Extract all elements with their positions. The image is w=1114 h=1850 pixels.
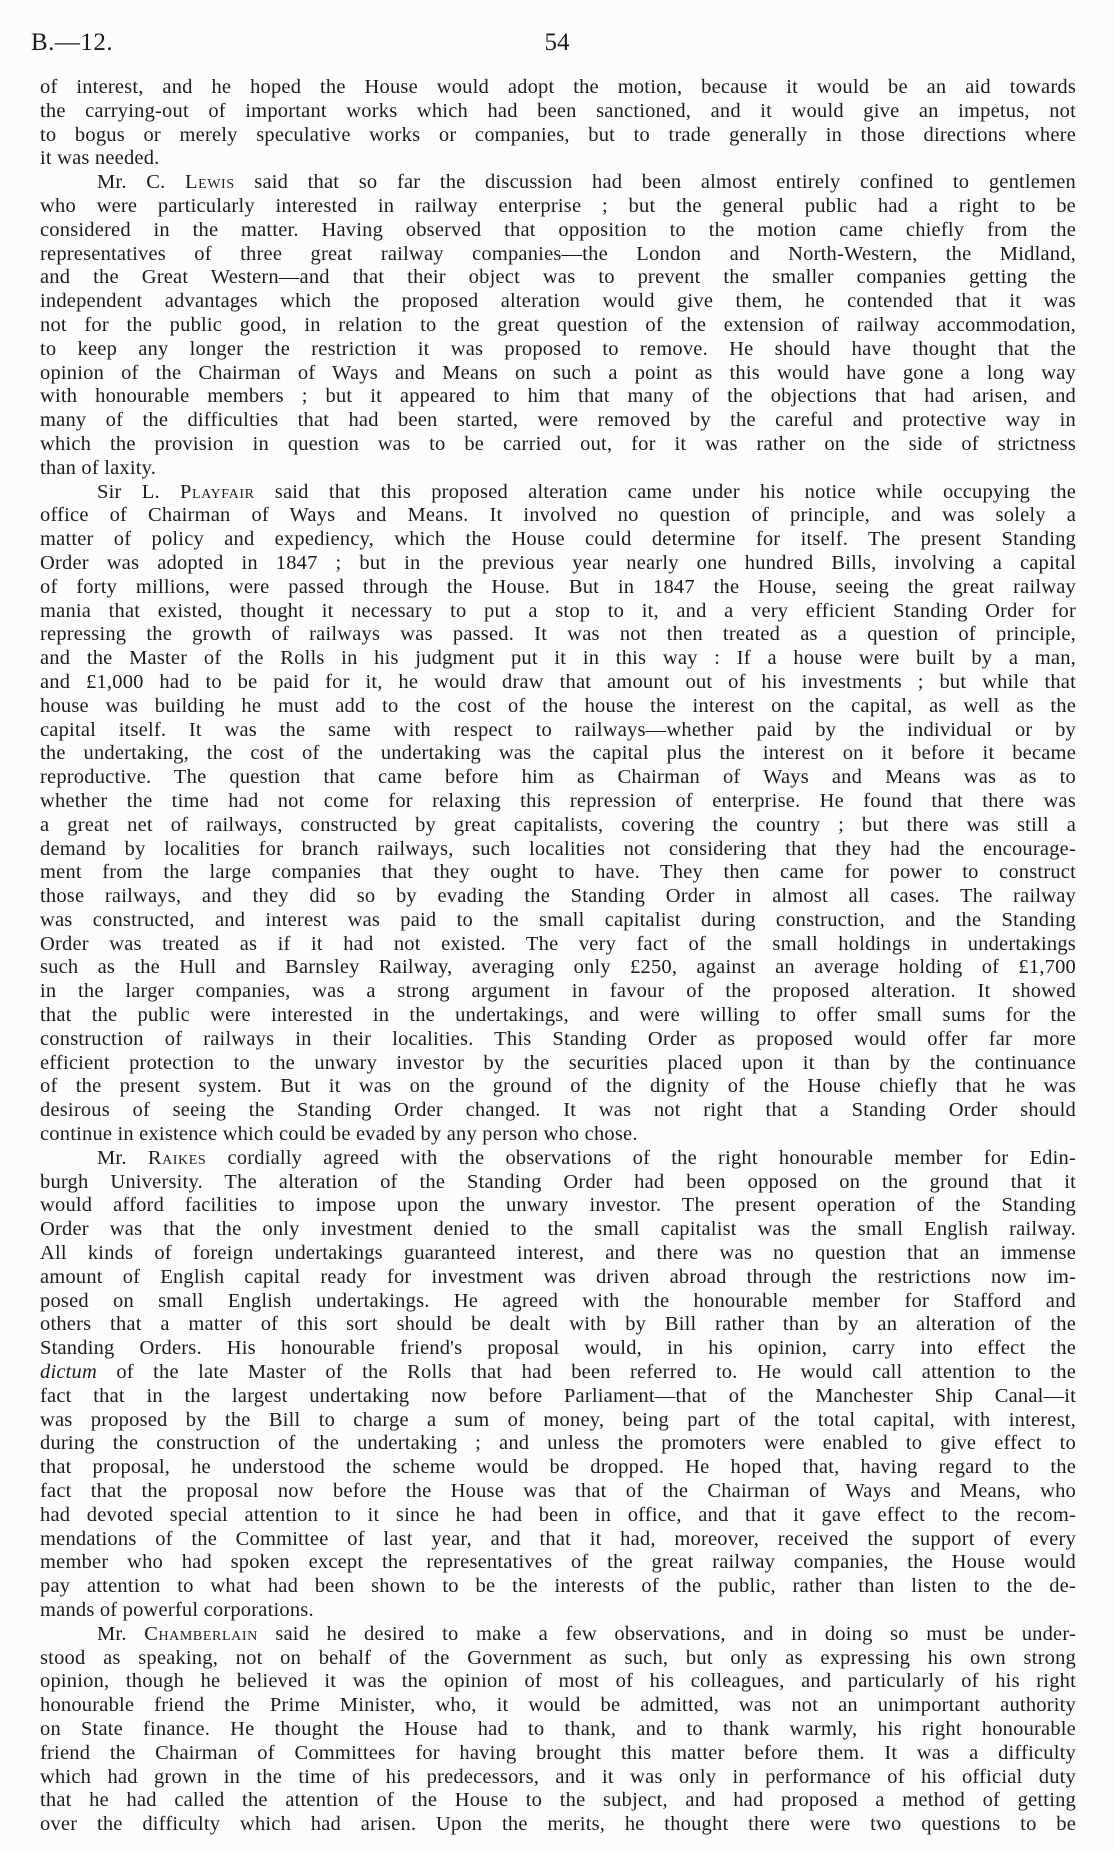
page-number: 54: [544, 29, 570, 56]
text-line: Standing Orders. His honourable friend's proposal would, in his opinion, carry into effect the: [40, 1337, 1076, 1360]
text-line: those railways, and they did so by evading the Standing Order in almost all cases. The railway: [40, 885, 1076, 908]
speaker-name: Lewis: [184, 171, 235, 194]
text-line: office of Chairman of Ways and Means. It involved no question of principle, and was solely a: [40, 504, 1076, 527]
text-line: honourable friend the Prime Minister, who, it would be admitted, was not an unimportant authority: [40, 1694, 1076, 1717]
text-line: mands of powerful corporations.: [40, 1599, 314, 1621]
text-line: than of laxity.: [40, 456, 157, 479]
text-line: the undertaking, the cost of the undertaking was the capital plus the interest on it before it became: [40, 742, 1076, 765]
line-text: said he desired to make a few observations, and in doing so must be under-: [275, 1622, 1076, 1645]
paragraph: [40, 1147, 1076, 1623]
text-line: representatives of three great railway companies—the London and North-Western, the Midland,: [40, 242, 1076, 265]
text-line: opinion of the Chairman of Ways and Means on such a point as this would have gone a long way: [40, 361, 1076, 384]
text-line: repressing the growth of railways was passed. It was not then treated as a question of principle,: [40, 623, 1076, 646]
text-line: burgh University. The alteration of the Standing Order had been opposed on the ground that it: [40, 1170, 1076, 1193]
line-text: said that so far the discussion had been almost entirely confined to gentlemen: [254, 171, 1076, 194]
paragraph: [40, 76, 1076, 171]
text-line: member who had spoken except the representatives of the great railway companies, the House would: [40, 1551, 1076, 1574]
text-line: [40, 171, 1076, 195]
text-line: amount of English capital ready for investment was driven abroad through the restrictions now im-: [40, 1265, 1076, 1288]
text-line: was proposed by the Bill to charge a sum of money, being part of the total capital, with interest,: [40, 1408, 1076, 1431]
text-line: of interest, and he hoped the House would adopt the motion, because it would be an aid towards: [40, 76, 1076, 98]
text-line: during the construction of the undertaking ; and unless the promoters were enabled to give effect to: [40, 1432, 1076, 1455]
text-line: mendations of the Committee of last year, and that it had, moreover, received the support of every: [40, 1527, 1076, 1550]
paragraph: [40, 1623, 1076, 1837]
text-line: ment from the large companies that they ought to have. They then came for power to construct: [40, 861, 1076, 884]
text-line: with honourable members ; but it appeared to him that many of the objections that had arisen, and: [40, 385, 1076, 408]
line-text: cordially agreed with the observations of the right honourable member for Edin-: [227, 1146, 1076, 1169]
text-line: [40, 1361, 1076, 1385]
paragraph: [40, 171, 1076, 480]
text-line: and the Master of the Rolls in his judgment put it in this way : If a house were built by a man,: [40, 647, 1076, 670]
text-line: to bogus or merely speculative works or companies, but to trade generally in those directions where: [40, 123, 1076, 146]
text-line: pay attention to what had been shown to be the interests of the public, rather than listen to the de-: [40, 1575, 1076, 1598]
text-line: capital itself. It was the same with respect to railways—whether paid by the individual or by: [40, 718, 1076, 741]
text-line: construction of railways in their localities. This Standing Order as proposed would offer far more: [40, 1027, 1076, 1050]
speaker-name: Raikes: [147, 1146, 207, 1169]
text-line: not for the public good, in relation to the great question of the extension of railway accommodation,: [40, 313, 1076, 336]
text-line: it was needed.: [40, 147, 160, 170]
text-line: All kinds of foreign undertakings guaranteed interest, and there was no question that an immense: [40, 1242, 1076, 1265]
line-text: of the late Master of the Rolls that had been referred to. He would call attention to the: [116, 1361, 1076, 1384]
text-line: opinion, though he believed it was the opinion of most of his colleagues, and particularly of his right: [40, 1670, 1076, 1693]
text-line: of forty millions, were passed through the House. But in 1847 the House, seeing the great railway: [40, 575, 1076, 598]
speaker-title: Mr.: [97, 1622, 127, 1645]
italic-term: dictum: [40, 1361, 97, 1384]
text-line: Order was treated as if it had not existed. The very fact of the small holdings in undertakings: [40, 932, 1076, 955]
text-line: Order was that the only investment denied to the small capitalist was the small English railway.: [40, 1218, 1076, 1241]
text-line: friend the Chairman of Committees for having brought this matter before them. It was a difficulty: [40, 1741, 1076, 1764]
text-line: demand by localities for branch railways, such localities not considering that they had the encourage-: [40, 837, 1076, 860]
text-line: Order was adopted in 1847 ; but in the previous year nearly one hundred Bills, involving a capital: [40, 551, 1076, 574]
text-line: on State finance. He thought the House had to thank, and to thank warmly, his right honourable: [40, 1717, 1076, 1740]
text-line: mania that existed, thought it necessary to put a stop to it, and a very efficient Standing Order for: [40, 599, 1076, 622]
text-line: over the difficulty which had arisen. Upon the merits, he thought there were two questions to be: [40, 1813, 1076, 1836]
text-line: such as the Hull and Barnsley Railway, averaging only £250, against an average holding of £1,700: [40, 956, 1076, 979]
text-line: that proposal, he understood the scheme would be dropped. He hoped that, having regard to the: [40, 1456, 1076, 1479]
text-line: house was building he must add to the cost of the house the interest on the capital, as well as the: [40, 694, 1076, 717]
text-line: considered in the matter. Having observed that opposition to the motion came chiefly from the: [40, 218, 1076, 241]
text-line: independent advantages which the proposed alteration would give them, he contended that it was: [40, 290, 1076, 313]
text-line: that the public were interested in the undertakings, and were willing to offer small sums for the: [40, 1004, 1076, 1027]
text-line: was constructed, and interest was paid to the small capitalist during construction, and the Standing: [40, 908, 1076, 931]
speaker-name: Chamberlain: [144, 1622, 258, 1645]
text-line: fact that in the largest undertaking now before Parliament—that of the Manchester Ship Canal—it: [40, 1384, 1076, 1407]
text-line: posed on small English undertakings. He agreed with the honourable member for Stafford and: [40, 1289, 1076, 1312]
speaker-title: Mr.: [97, 1146, 127, 1169]
paragraph: [40, 481, 1076, 1147]
text-line: whether the time had not come for relaxing this repression of enterprise. He found that there was: [40, 789, 1076, 812]
text-line: stood as speaking, not on behalf of the Government as such, but only as expressing his own strong: [40, 1646, 1076, 1669]
text-line: that he had called the attention of the House to the subject, and had proposed a method of getting: [40, 1789, 1076, 1812]
text-line: [40, 1147, 1076, 1171]
speaker-title: Mr. C.: [97, 171, 166, 194]
text-line: the carrying-out of important works which had been sanctioned, and it would give an impetus, not: [40, 99, 1076, 122]
text-line: in the larger companies, was a strong argument in favour of the proposed alteration. It showed: [40, 980, 1076, 1003]
text-line: and the Great Western—and that their object was to prevent the smaller companies getting the: [40, 266, 1076, 289]
text-line: matter of policy and expediency, which the House could determine for itself. The present Standing: [40, 528, 1076, 551]
text-line: [40, 1623, 1076, 1647]
text-line: which the provision in question was to be carried out, for it was rather on the side of strictness: [40, 432, 1076, 455]
text-line: who were particularly interested in railway enterprise ; but the general public had a right to be: [40, 194, 1076, 217]
text-line: reproductive. The question that came before him as Chairman of Ways and Means was as to: [40, 766, 1076, 789]
text-line: desirous of seeing the Standing Order changed. It was not right that a Standing Order should: [40, 1099, 1076, 1122]
text-line: and £1,000 had to be paid for it, he would draw that amount out of his investments ; but while that: [40, 670, 1076, 693]
text-line: which had grown in the time of his predecessors, and it was only in performance of his official duty: [40, 1765, 1076, 1788]
speaker-name: Playfair: [180, 480, 255, 503]
line-text: said that this proposed alteration came under his notice while occupying the: [274, 480, 1076, 503]
text-line: fact that the proposal now before the House was that of the Chairman of Ways and Means, who: [40, 1480, 1076, 1503]
body-text: [40, 76, 1076, 1837]
text-line: of the present system. But it was on the ground of the dignity of the House chiefly that he was: [40, 1075, 1076, 1098]
text-line: many of the difficulties that had been started, were removed by the careful and protective way in: [40, 409, 1076, 432]
text-line: continue in existence which could be evaded by any person who chose.: [40, 1123, 638, 1146]
text-line: [40, 481, 1076, 505]
text-line: efficient protection to the unwary investor by the securities placed upon it than by the continuance: [40, 1051, 1076, 1074]
speaker-title: Sir L.: [97, 480, 160, 503]
text-line: would afford facilities to impose upon the unwary investor. The present operation of the Standing: [40, 1194, 1076, 1217]
text-line: others that a matter of this sort should be dealt with by Bill rather than by an alteration of the: [40, 1313, 1076, 1336]
text-line: had devoted special attention to it since he had been in office, and that it gave effect to the recom-: [40, 1503, 1076, 1526]
text-line: to keep any longer the restriction it was proposed to remove. He should have thought that the: [40, 337, 1076, 360]
document-reference: B.—12.: [31, 29, 114, 56]
text-line: a great net of railways, constructed by great capitalists, covering the country ; but there was still a: [40, 813, 1076, 836]
